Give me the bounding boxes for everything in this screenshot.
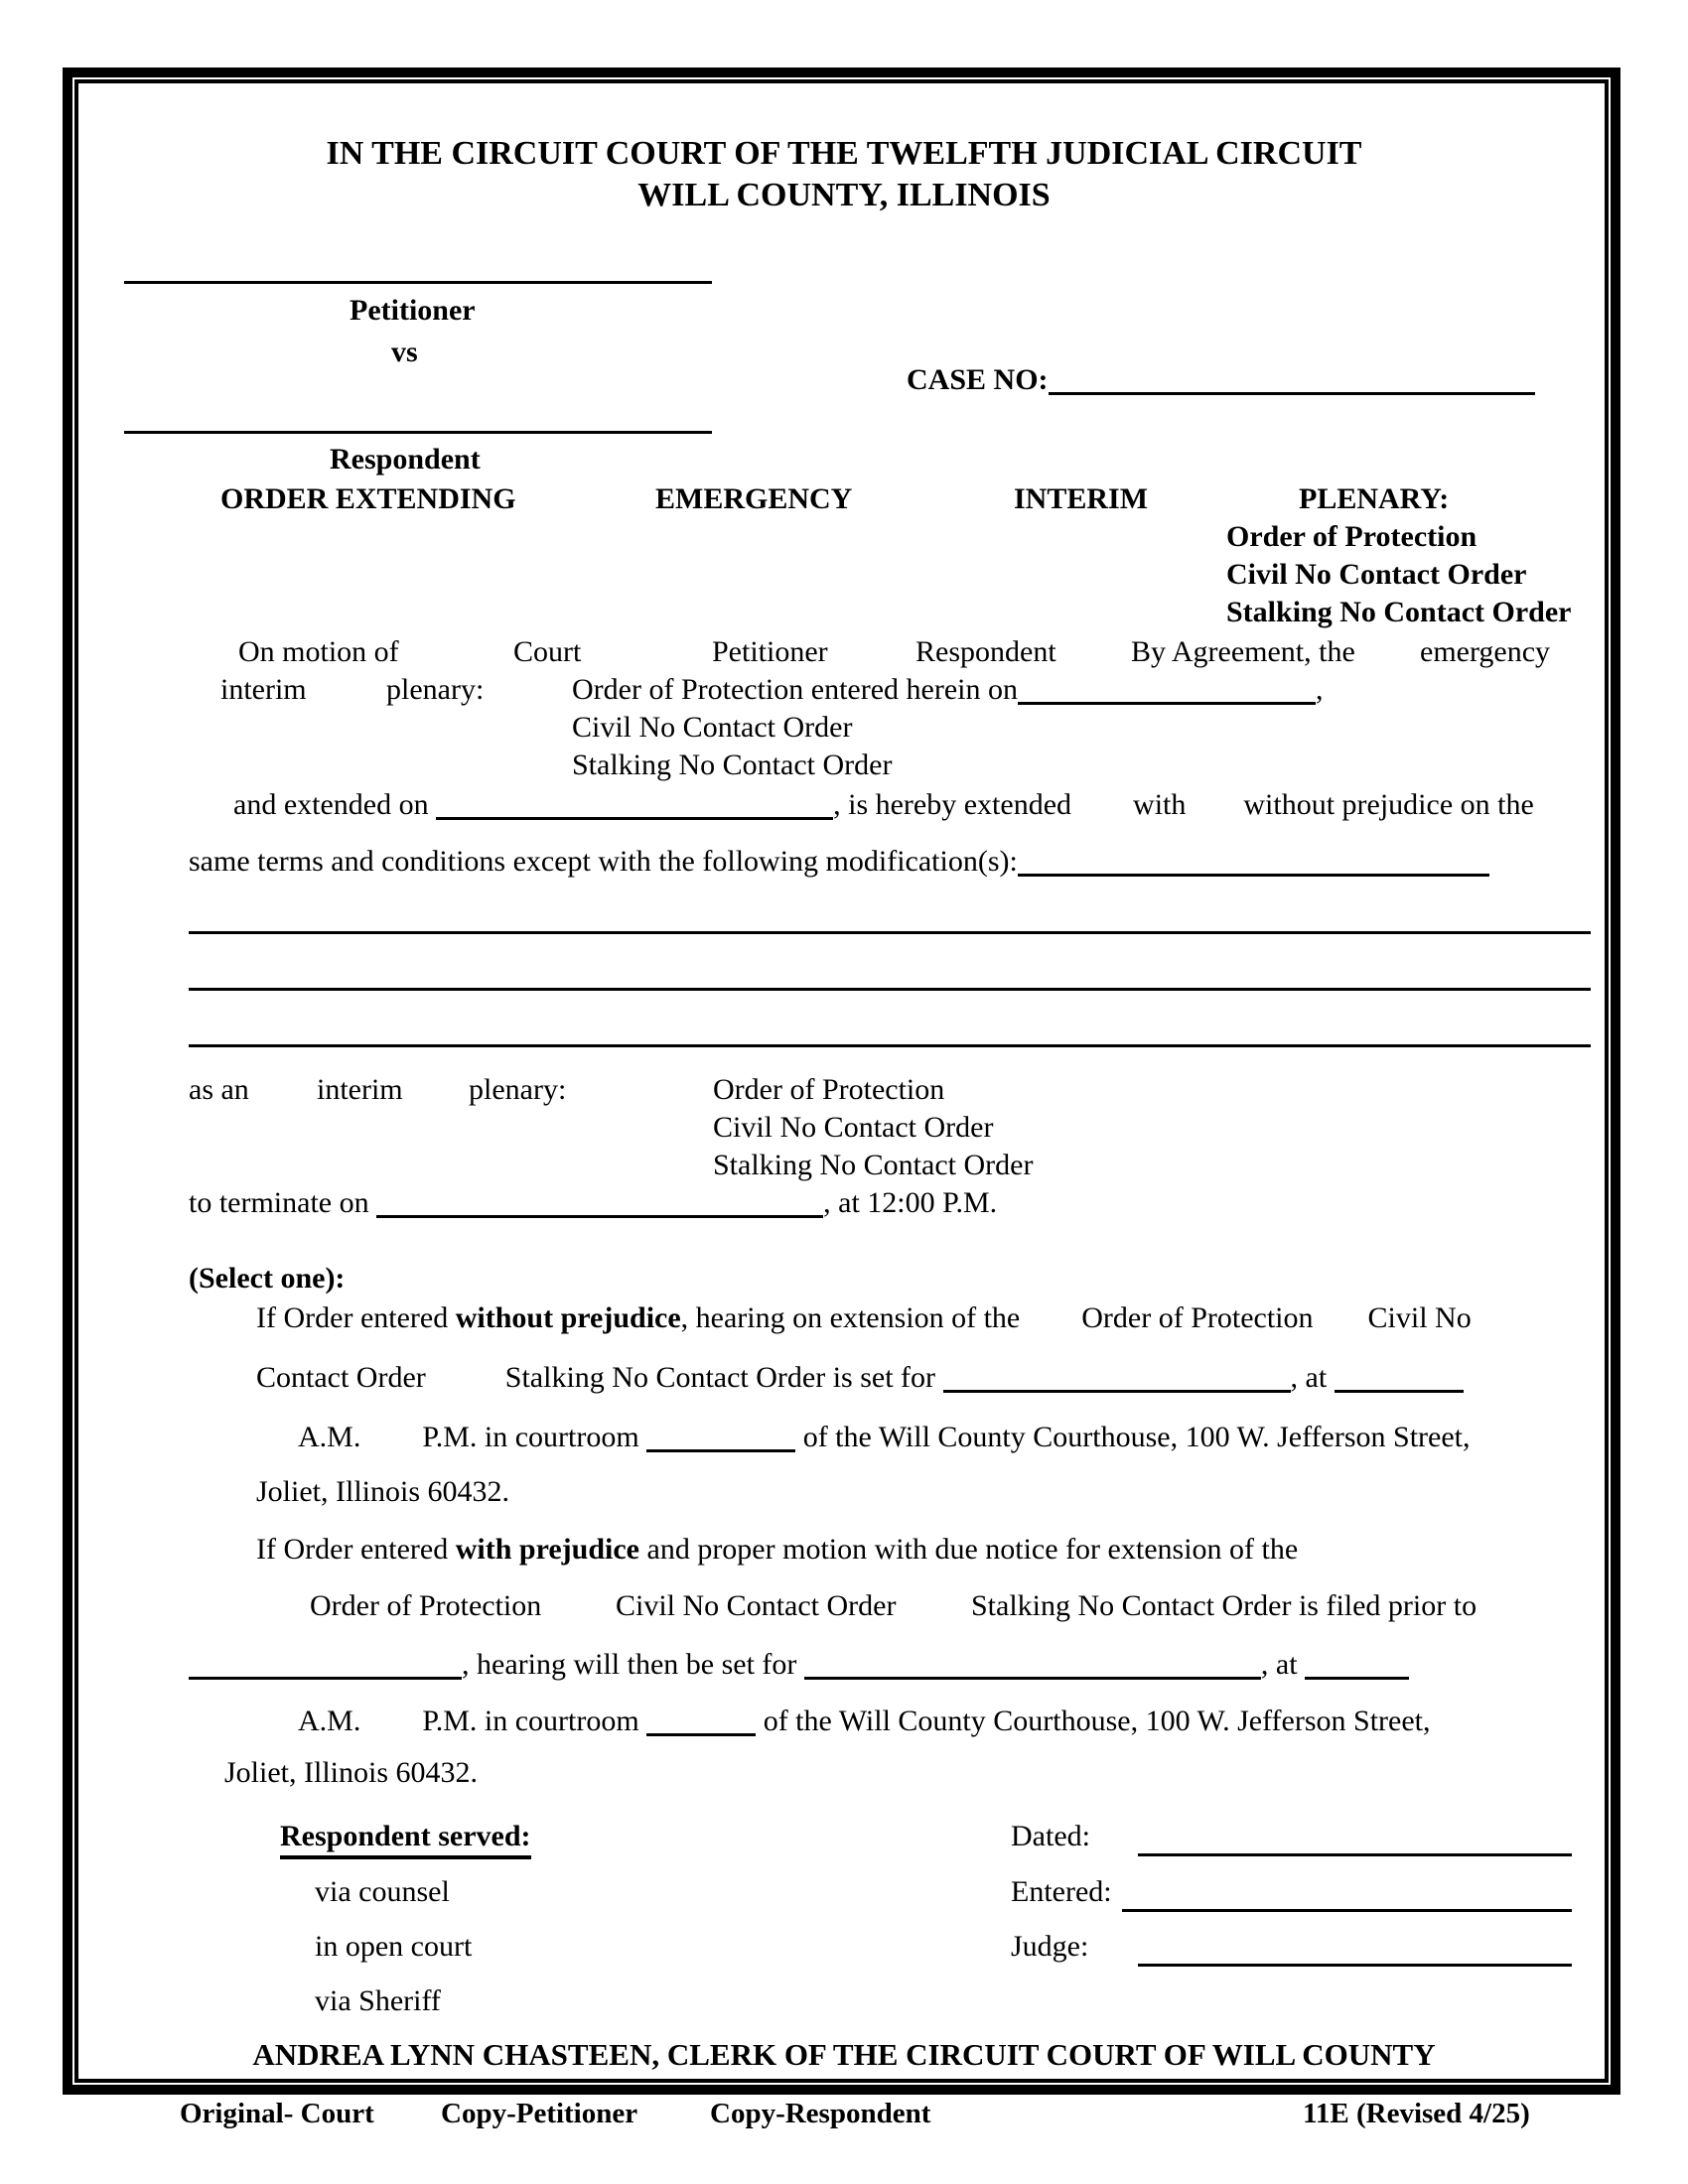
wo-am-option[interactable]: A.M.: [298, 1421, 361, 1453]
emergency-option[interactable]: EMERGENCY: [655, 482, 853, 515]
entered-date-field[interactable]: [1018, 674, 1316, 705]
same-terms-text: same terms and conditions except with the following modification(s):: [189, 845, 1018, 878]
order-type-protection-option[interactable]: Order of Protection: [1226, 520, 1477, 553]
w-hearing-time-field[interactable]: [1305, 1649, 1409, 1680]
wo-at-text: , at: [1290, 1361, 1328, 1394]
on-motion-of-text: On motion of: [238, 635, 399, 668]
extension-plenary-option[interactable]: plenary:: [469, 1073, 567, 1106]
extension-type-protection-option[interactable]: Order of Protection: [713, 1073, 945, 1106]
is-hereby-extended-text: , is hereby extended: [833, 788, 1072, 821]
w-courtroom-field[interactable]: [646, 1706, 756, 1736]
entered-herein-text: Order of Protection entered herein on: [572, 673, 1018, 706]
extension-type-stalking-option[interactable]: Stalking No Contact Order: [713, 1149, 1034, 1181]
wo-hearing-date-field[interactable]: [943, 1362, 1291, 1393]
case-no-label: CASE NO:: [907, 363, 1049, 396]
extension-interim-option[interactable]: interim: [317, 1073, 403, 1106]
entered-field[interactable]: [1122, 1881, 1572, 1912]
comma-text: ,: [1316, 673, 1324, 706]
w-civil-option[interactable]: Civil No Contact Order: [616, 1589, 897, 1622]
dated-label: Dated:: [1011, 1820, 1090, 1852]
modification-inline-field[interactable]: [1018, 846, 1489, 877]
wo-courthouse-text: of the Will County Courthouse, 100 W. Jefferson Street,: [802, 1421, 1471, 1453]
motion-respondent-option[interactable]: Respondent: [915, 635, 1056, 668]
wo-protection-option[interactable]: Order of Protection: [1081, 1301, 1314, 1334]
w-hearing-date-field[interactable]: [804, 1649, 1261, 1680]
motion-petitioner-option[interactable]: Petitioner: [712, 635, 828, 668]
entered-label: Entered:: [1011, 1875, 1112, 1908]
extension-type-civil-option[interactable]: Civil No Contact Order: [713, 1111, 994, 1144]
via-counsel-option[interactable]: via counsel: [315, 1875, 450, 1908]
in-open-court-option[interactable]: in open court: [315, 1930, 473, 1963]
to-terminate-on-text: to terminate on: [189, 1186, 369, 1219]
modification-line-1[interactable]: [189, 931, 1591, 934]
motion-court-option[interactable]: Court: [513, 635, 582, 668]
with-prejudice-prefix-text: If Order entered: [256, 1533, 456, 1566]
with-prejudice-suffix-text: and proper motion with due notice for extension of the: [639, 1533, 1299, 1566]
with-prejudice-bold-text: with prejudice: [455, 1533, 639, 1566]
judge-field[interactable]: [1138, 1936, 1572, 1967]
order-type-civil-option[interactable]: Civil No Contact Order: [1226, 558, 1527, 591]
footer-copy-petitioner: Copy-Petitioner: [441, 2098, 638, 2129]
and-extended-on-text: and extended on: [233, 788, 429, 821]
respondent-served-heading: Respondent served:: [280, 1820, 531, 1859]
w-stalking-filed-text[interactable]: Stalking No Contact Order is filed prior to: [971, 1589, 1477, 1622]
motion-plenary-option[interactable]: plenary:: [386, 673, 485, 706]
modification-line-3[interactable]: [189, 1044, 1591, 1047]
without-prejudice-bold-text: without prejudice: [455, 1301, 681, 1334]
w-pm-courtroom-text[interactable]: P.M. in courtroom: [422, 1705, 639, 1737]
wo-hearing-time-field[interactable]: [1335, 1362, 1464, 1393]
court-title-line1: IN THE CIRCUIT COURT OF THE TWELFTH JUDICIAL CIRCUIT: [326, 135, 1362, 172]
dated-field[interactable]: [1138, 1826, 1572, 1856]
wo-stalking-set-for-text[interactable]: Stalking No Contact Order is set for: [504, 1361, 936, 1394]
interim-option[interactable]: INTERIM: [1014, 482, 1149, 515]
wo-civil-option-b[interactable]: Contact Order: [256, 1361, 426, 1394]
w-at-text: , at: [1260, 1648, 1298, 1681]
motion-by-agreement-option[interactable]: By Agreement, the: [1131, 635, 1355, 668]
wo-pm-courtroom-text[interactable]: P.M. in courtroom: [422, 1421, 639, 1453]
case-no-field[interactable]: [1049, 364, 1535, 395]
terminate-date-field[interactable]: [376, 1187, 823, 1218]
extended-date-field[interactable]: [436, 789, 833, 820]
via-sheriff-option[interactable]: via Sheriff: [315, 1984, 441, 2017]
w-filed-date-field[interactable]: [189, 1649, 462, 1680]
vs-label: vs: [391, 336, 418, 368]
respondent-label: Respondent: [330, 443, 481, 476]
order-type-stalking-option[interactable]: Stalking No Contact Order: [1226, 596, 1572, 628]
plenary-option[interactable]: PLENARY:: [1299, 482, 1450, 515]
select-one-label: (Select one):: [189, 1262, 346, 1295]
w-am-option[interactable]: A.M.: [298, 1705, 361, 1737]
court-title-line2: WILL COUNTY, ILLINOIS: [637, 177, 1051, 213]
wo-city-text: Joliet, Illinois 60432.: [256, 1475, 509, 1508]
w-courthouse-text: of the Will County Courthouse, 100 W. Jefferson Street,: [763, 1705, 1431, 1737]
as-an-text: as an: [189, 1073, 249, 1106]
motion-civil-option[interactable]: Civil No Contact Order: [572, 711, 853, 744]
motion-interim-option[interactable]: interim: [220, 673, 307, 706]
without-prejudice-prefix-text: If Order entered: [256, 1301, 456, 1334]
with-option[interactable]: with: [1133, 788, 1187, 821]
w-hearing-text: , hearing will then be set for: [462, 1648, 797, 1681]
respondent-name-line[interactable]: [124, 431, 712, 434]
footer-original-court: Original- Court: [180, 2098, 374, 2129]
modification-line-2[interactable]: [189, 988, 1591, 991]
order-extending-title: ORDER EXTENDING: [220, 482, 516, 515]
wo-courtroom-field[interactable]: [646, 1422, 795, 1452]
w-protection-option[interactable]: Order of Protection: [310, 1589, 542, 1622]
petitioner-name-line[interactable]: [124, 281, 712, 284]
wo-civil-option-a[interactable]: Civil No: [1367, 1301, 1472, 1334]
footer-copy-respondent: Copy-Respondent: [710, 2098, 931, 2129]
w-city-text: Joliet, Illinois 60432.: [224, 1756, 478, 1789]
motion-emergency-option[interactable]: emergency: [1420, 635, 1551, 668]
without-prejudice-suffix-text: , hearing on extension of the: [680, 1301, 1021, 1334]
petitioner-label: Petitioner: [350, 294, 476, 327]
motion-stalking-option[interactable]: Stalking No Contact Order: [572, 749, 893, 781]
at-noon-text: , at 12:00 P.M.: [823, 1186, 998, 1219]
footer-form-number: 11E (Revised 4/25): [1303, 2098, 1530, 2129]
without-prejudice-option[interactable]: without prejudice on the: [1243, 788, 1534, 821]
judge-label: Judge:: [1011, 1930, 1089, 1963]
clerk-line: ANDREA LYNN CHASTEEN, CLERK OF THE CIRCUIT COURT OF WILL COUNTY: [252, 2037, 1436, 2072]
